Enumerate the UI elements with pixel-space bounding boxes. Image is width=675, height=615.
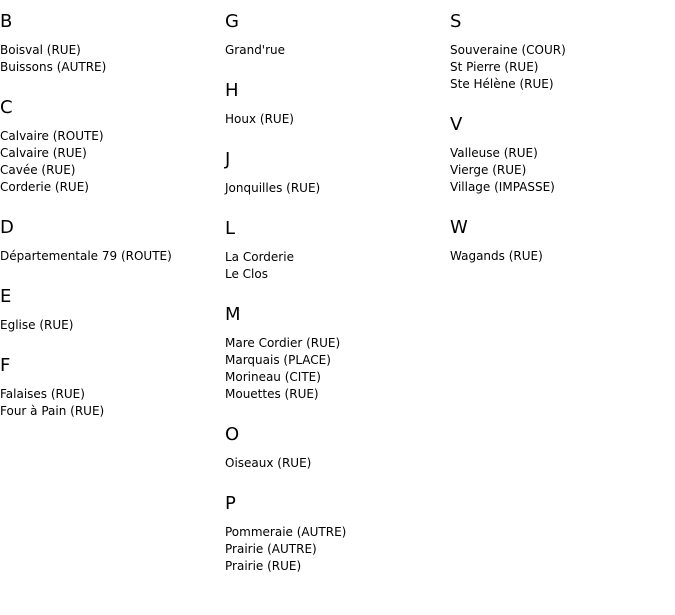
letter-heading: W xyxy=(450,217,468,238)
letter-heading: H xyxy=(225,80,239,101)
letter-group xyxy=(225,304,450,403)
letter-heading: J xyxy=(225,149,231,170)
street-list xyxy=(225,455,450,472)
street-column-2 xyxy=(225,0,450,596)
street-list xyxy=(225,524,450,575)
letter-heading: D xyxy=(0,217,14,238)
street-link[interactable]: Morineau (CITE) xyxy=(225,370,321,384)
letter-heading: O xyxy=(225,424,240,445)
street-link[interactable]: Buissons (AUTRE) xyxy=(0,60,107,74)
street-link[interactable]: Village (IMPASSE) xyxy=(450,180,555,194)
street-link[interactable]: Prairie (RUE) xyxy=(225,559,302,573)
street-list xyxy=(225,180,450,197)
street-list xyxy=(225,42,450,59)
street-list xyxy=(450,248,675,265)
letter-heading: M xyxy=(225,304,241,325)
street-list xyxy=(0,42,225,76)
street-column-1 xyxy=(0,0,225,441)
letter-heading: C xyxy=(0,97,13,118)
letter-group xyxy=(450,11,675,93)
letter-group xyxy=(450,114,675,196)
letter-group xyxy=(225,424,450,472)
street-list xyxy=(0,317,225,334)
letter-heading: S xyxy=(450,11,462,32)
letter-group xyxy=(0,355,225,420)
street-link[interactable]: Départementale 79 (ROUTE) xyxy=(0,249,172,263)
street-list xyxy=(225,335,450,403)
street-list xyxy=(0,128,225,196)
street-link[interactable]: Cavée (RUE) xyxy=(0,163,76,177)
street-link[interactable]: Pommeraie (AUTRE) xyxy=(225,525,347,539)
street-link[interactable]: Le Clos xyxy=(225,267,268,281)
letter-group xyxy=(0,217,225,265)
letter-group xyxy=(0,97,225,196)
street-link[interactable]: Jonquilles (RUE) xyxy=(225,181,321,195)
street-link[interactable]: Vierge (RUE) xyxy=(450,163,527,177)
street-list xyxy=(450,42,675,93)
street-link[interactable]: Marquais (PLACE) xyxy=(225,353,331,367)
street-link[interactable]: Oiseaux (RUE) xyxy=(225,456,312,470)
street-link[interactable]: Calvaire (RUE) xyxy=(0,146,87,160)
letter-group xyxy=(0,11,225,76)
street-list xyxy=(0,248,225,265)
street-list xyxy=(0,386,225,420)
letter-heading: V xyxy=(450,114,463,135)
street-link[interactable]: Ste Hélène (RUE) xyxy=(450,77,554,91)
street-link[interactable]: Souveraine (COUR) xyxy=(450,43,566,57)
letter-group xyxy=(225,11,450,59)
letter-group xyxy=(225,493,450,575)
street-list xyxy=(225,249,450,283)
letter-heading: P xyxy=(225,493,236,514)
street-link[interactable]: Grand'rue xyxy=(225,43,286,57)
street-link[interactable]: Four à Pain (RUE) xyxy=(0,404,105,418)
street-link[interactable]: Wagands (RUE) xyxy=(450,249,543,263)
letter-group xyxy=(225,149,450,197)
street-link[interactable]: Falaises (RUE) xyxy=(0,387,85,401)
street-link[interactable]: Valleuse (RUE) xyxy=(450,146,538,160)
street-list xyxy=(225,111,450,128)
letter-heading: L xyxy=(225,218,236,239)
letter-group xyxy=(225,80,450,128)
street-link[interactable]: Mouettes (RUE) xyxy=(225,387,319,401)
street-link[interactable]: Boisval (RUE) xyxy=(0,43,81,57)
street-link[interactable]: St Pierre (RUE) xyxy=(450,60,539,74)
street-column-3 xyxy=(450,0,675,286)
letter-heading: G xyxy=(225,11,239,32)
street-link[interactable]: Eglise (RUE) xyxy=(0,318,74,332)
street-link[interactable]: Corderie (RUE) xyxy=(0,180,89,194)
street-link[interactable]: La Corderie xyxy=(225,250,294,264)
street-link[interactable]: Calvaire (ROUTE) xyxy=(0,129,104,143)
letter-heading: E xyxy=(0,286,12,307)
letter-heading: B xyxy=(0,11,13,32)
street-link[interactable]: Prairie (AUTRE) xyxy=(225,542,317,556)
letter-heading: F xyxy=(0,355,11,376)
letter-group xyxy=(225,218,450,283)
street-link[interactable]: Houx (RUE) xyxy=(225,112,294,126)
street-link[interactable]: Mare Cordier (RUE) xyxy=(225,336,341,350)
letter-group xyxy=(450,217,675,265)
street-list xyxy=(450,145,675,196)
letter-group xyxy=(0,286,225,334)
